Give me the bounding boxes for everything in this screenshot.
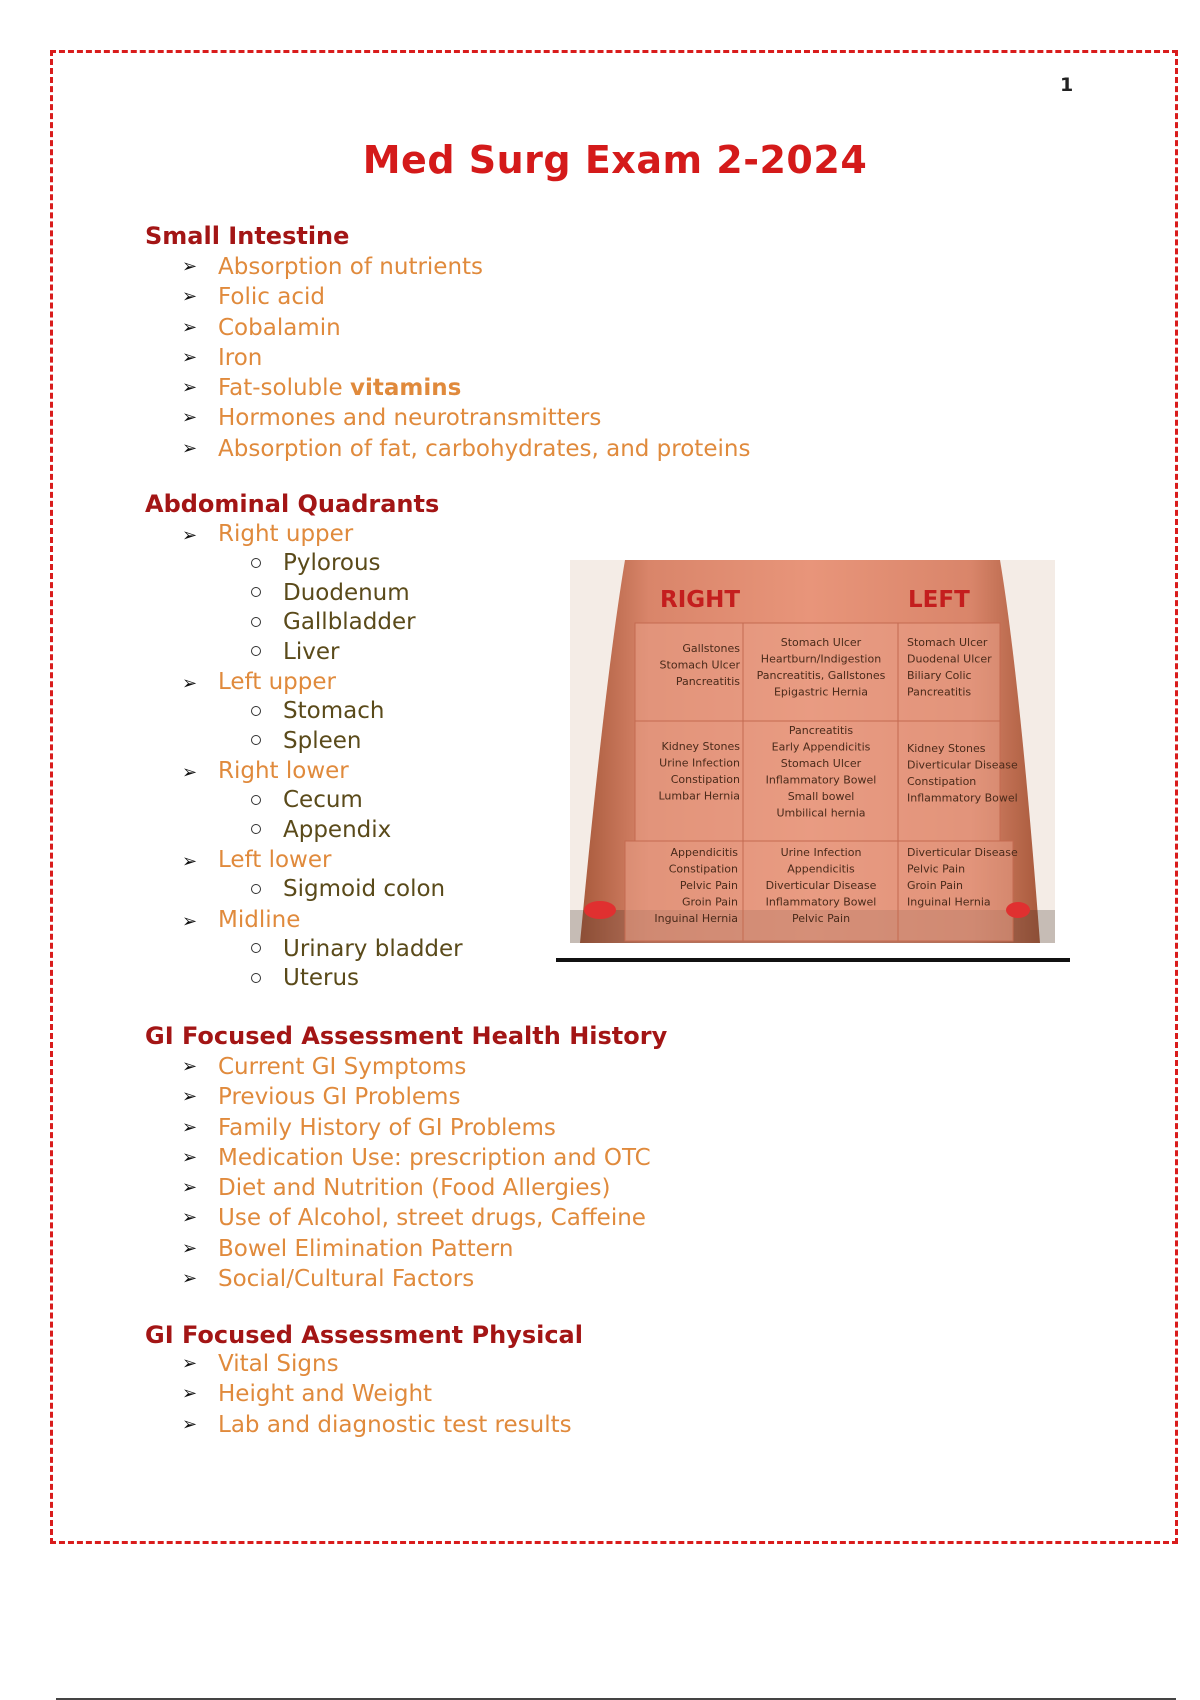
quadrant-condition-text: Diverticular Disease — [907, 846, 1018, 859]
heading-gi-history: GI Focused Assessment Health History — [145, 1022, 668, 1050]
quadrant-list — [182, 519, 463, 994]
quadrant-condition-text: Stomach Ulcer — [780, 757, 862, 770]
quadrant-item — [182, 845, 463, 875]
item-text: Bowel Elimination Pattern — [218, 1235, 514, 1262]
list-item — [182, 282, 750, 312]
list-item — [182, 1173, 651, 1203]
organ-item — [178, 697, 463, 727]
item-text: Current GI Symptoms — [218, 1054, 467, 1080]
circle-bullet-icon — [251, 943, 261, 953]
quadrant-condition-text: Groin Pain — [682, 895, 738, 909]
quadrant-item — [182, 667, 463, 697]
organ-item — [178, 579, 463, 609]
quadrant-condition-text: Appendicitis — [670, 846, 738, 859]
circle-bullet-icon — [251, 646, 261, 656]
torso-left-label: LEFT — [908, 587, 970, 613]
list-item — [182, 1410, 572, 1440]
list-item — [182, 1264, 651, 1294]
organ-name: Uterus — [283, 965, 360, 991]
quadrant-item — [182, 519, 463, 549]
quadrant-condition-text: Pancreatitis, Gallstones — [756, 669, 886, 682]
heading-abdominal-quadrants: Abdominal Quadrants — [145, 490, 440, 518]
list-item — [182, 1052, 651, 1082]
quadrant-condition-text: Urine Infection — [780, 846, 862, 859]
organ-name: Spleen — [283, 727, 362, 754]
quadrant-condition-text: Constipation — [668, 862, 738, 876]
quadrant-condition-text: Inflammatory Bowel — [907, 791, 1018, 805]
list-item — [182, 1082, 651, 1112]
arrow-bullet-icon: ➢ — [182, 1237, 198, 1259]
circle-bullet-icon — [251, 735, 261, 745]
figure-underline — [556, 958, 1070, 962]
nail-left-decoration — [584, 901, 616, 919]
quadrant-condition-text: Pancreatitis — [675, 675, 740, 688]
item-text: Absorption of nutrients — [218, 254, 484, 280]
item-text: Folic acid — [218, 284, 325, 311]
arrow-bullet-icon: ➢ — [182, 286, 198, 308]
arrow-bullet-icon: ➢ — [182, 762, 198, 783]
quadrant-condition-text: Constipation — [907, 775, 977, 788]
quadrant-condition-text: Stomach Ulcer — [780, 636, 862, 649]
quadrant-condition-text: Pelvic Pain — [907, 862, 966, 876]
organ-item — [178, 549, 463, 579]
quadrant-condition-text: Inguinal Hernia — [654, 912, 738, 925]
organ-name: Sigmoid colon — [283, 876, 446, 902]
item-text: Social/Cultural Factors — [218, 1266, 475, 1293]
list-item — [182, 1143, 651, 1173]
quadrant-condition-text: Stomach Ulcer — [659, 658, 740, 672]
quadrant-condition-text: Inflammatory Bowel — [765, 773, 877, 787]
quadrant-label: Midline — [218, 906, 301, 933]
organ-name: Appendix — [283, 816, 392, 843]
quadrant-condition-text: Diverticular Disease — [765, 879, 877, 892]
organ-name: Urinary bladder — [283, 935, 463, 962]
item-text: Previous GI Problems — [218, 1084, 461, 1111]
organ-name: Liver — [283, 638, 340, 665]
torso-right-label: RIGHT — [660, 587, 741, 613]
list-item — [182, 343, 750, 373]
organ-name: Stomach — [283, 698, 385, 724]
gi-history-list — [182, 1052, 651, 1294]
quadrant-condition-text: Kidney Stones — [907, 742, 986, 755]
list-item — [182, 403, 750, 433]
item-text: Lab and diagnostic test results — [218, 1411, 572, 1438]
arrow-bullet-icon: ➢ — [182, 407, 198, 429]
quadrant-condition-text: Heartburn/Indigestion — [760, 652, 882, 666]
arrow-bullet-icon: ➢ — [182, 1268, 198, 1290]
quadrant-condition-text: Biliary Colic — [907, 669, 972, 682]
quadrant-item — [182, 756, 463, 786]
list-item — [182, 373, 750, 403]
quadrant-condition-text: Small bowel — [787, 790, 855, 803]
organ-name: Duodenum — [283, 579, 410, 606]
organ-item — [178, 727, 463, 757]
quadrant-condition-text: Urine Infection — [659, 756, 740, 770]
organ-item — [178, 935, 463, 965]
list-item — [182, 1234, 651, 1264]
arrow-bullet-icon: ➢ — [182, 437, 198, 459]
organ-item — [178, 964, 463, 994]
small-intestine-list — [182, 252, 750, 464]
quadrant-condition-text: Pelvic Pain — [679, 879, 738, 892]
arrow-bullet-icon: ➢ — [182, 1116, 198, 1138]
circle-bullet-icon — [251, 884, 261, 894]
arrow-bullet-icon: ➢ — [182, 1353, 198, 1374]
quadrant-condition-text: Umbilical hernia — [776, 806, 866, 820]
list-item — [182, 1113, 651, 1143]
quadrant-item — [182, 905, 463, 935]
item-text: Diet and Nutrition (Food Allergies) — [218, 1175, 611, 1202]
item-text: Cobalamin — [218, 314, 341, 341]
list-item — [182, 1203, 651, 1233]
arrow-bullet-icon: ➢ — [182, 1413, 198, 1435]
quadrant-condition-text: Inguinal Hernia — [907, 895, 991, 909]
organ-name: Cecum — [283, 787, 363, 813]
organ-item — [178, 875, 463, 905]
arrow-bullet-icon: ➢ — [182, 346, 198, 368]
arrow-bullet-icon: ➢ — [182, 1146, 198, 1168]
arrow-bullet-icon: ➢ — [182, 1177, 198, 1199]
list-item — [182, 1349, 572, 1379]
arrow-bullet-icon: ➢ — [182, 910, 198, 932]
circle-bullet-icon — [251, 824, 261, 834]
item-text-bold: vitamins — [350, 375, 462, 402]
list-item — [182, 434, 750, 464]
item-text: Absorption of fat, carbohydrates, and proteins — [218, 435, 751, 462]
page-number: 1 — [1060, 74, 1074, 96]
arrow-bullet-icon: ➢ — [182, 673, 198, 694]
heading-small-intestine: Small Intestine — [145, 222, 350, 250]
organ-item — [178, 786, 463, 816]
list-item — [182, 252, 750, 282]
item-text: Vital Signs — [218, 1351, 339, 1377]
arrow-bullet-icon: ➢ — [182, 377, 198, 399]
item-text: Iron — [218, 344, 263, 371]
circle-bullet-icon — [251, 617, 261, 627]
quadrant-condition-text: Constipation — [670, 773, 740, 786]
quadrant-condition-text: Appendicitis — [787, 862, 855, 876]
document-title: Med Surg Exam 2-2024 — [362, 138, 868, 182]
quadrant-condition-text: Groin Pain — [907, 879, 963, 892]
gi-physical-list — [182, 1349, 572, 1440]
circle-bullet-icon — [251, 558, 261, 568]
quadrant-condition-text: Kidney Stones — [661, 740, 740, 753]
quadrant-condition-text: Gallstones — [682, 642, 740, 655]
nail-right-decoration — [1006, 902, 1030, 918]
arrow-bullet-icon: ➢ — [182, 1207, 198, 1229]
quadrant-condition-text: Pancreatitis — [788, 724, 854, 737]
quadrant-condition-text: Duodenal Ulcer — [907, 652, 992, 666]
organ-item — [178, 608, 463, 638]
quadrant-condition-text: Diverticular Disease — [907, 758, 1018, 772]
arrow-bullet-icon: ➢ — [182, 1056, 198, 1077]
circle-bullet-icon — [251, 973, 261, 983]
arrow-bullet-icon: ➢ — [182, 851, 198, 872]
item-text: Use of Alcohol, street drugs, Caffeine — [218, 1205, 646, 1232]
circle-bullet-icon — [251, 795, 261, 805]
heading-gi-physical: GI Focused Assessment Physical — [145, 1321, 583, 1349]
organ-name: Pylorous — [283, 550, 381, 576]
quadrant-condition-text: Stomach Ulcer — [907, 636, 988, 649]
quadrant-condition-text: Epigastric Hernia — [773, 685, 869, 699]
list-item — [182, 1379, 572, 1409]
circle-bullet-icon — [251, 706, 261, 716]
quadrant-condition-text: Pelvic Pain — [791, 912, 851, 925]
item-text: Height and Weight — [218, 1381, 433, 1408]
arrow-bullet-icon: ➢ — [182, 256, 198, 277]
circle-bullet-icon — [251, 587, 261, 597]
quadrant-condition-text: Inflammatory Bowel — [765, 895, 877, 909]
quadrant-condition-text: Early Appendicitis — [771, 740, 871, 754]
arrow-bullet-icon: ➢ — [182, 525, 198, 546]
quadrant-label: Right upper — [218, 521, 354, 547]
quadrant-condition-text: Pancreatitis — [907, 685, 972, 699]
arrow-bullet-icon: ➢ — [182, 1086, 198, 1108]
quadrant-label: Left upper — [218, 669, 336, 695]
organ-item — [178, 816, 463, 846]
item-text: Hormones and neurotransmitters — [218, 405, 602, 432]
quadrant-label: Right lower — [218, 758, 349, 784]
item-text: Medication Use: prescription and OTC — [218, 1144, 651, 1171]
list-item — [182, 313, 750, 343]
organ-item — [178, 638, 463, 668]
abdominal-pain-map-image — [570, 560, 1055, 943]
arrow-bullet-icon: ➢ — [182, 1383, 198, 1405]
organ-name: Gallbladder — [283, 609, 416, 635]
quadrant-label: Left lower — [218, 847, 332, 873]
item-text: Fat-soluble — [218, 375, 351, 402]
item-text: Family History of GI Problems — [218, 1114, 556, 1141]
arrow-bullet-icon: ➢ — [182, 316, 198, 338]
quadrant-condition-text: Lumbar Hernia — [658, 789, 740, 803]
